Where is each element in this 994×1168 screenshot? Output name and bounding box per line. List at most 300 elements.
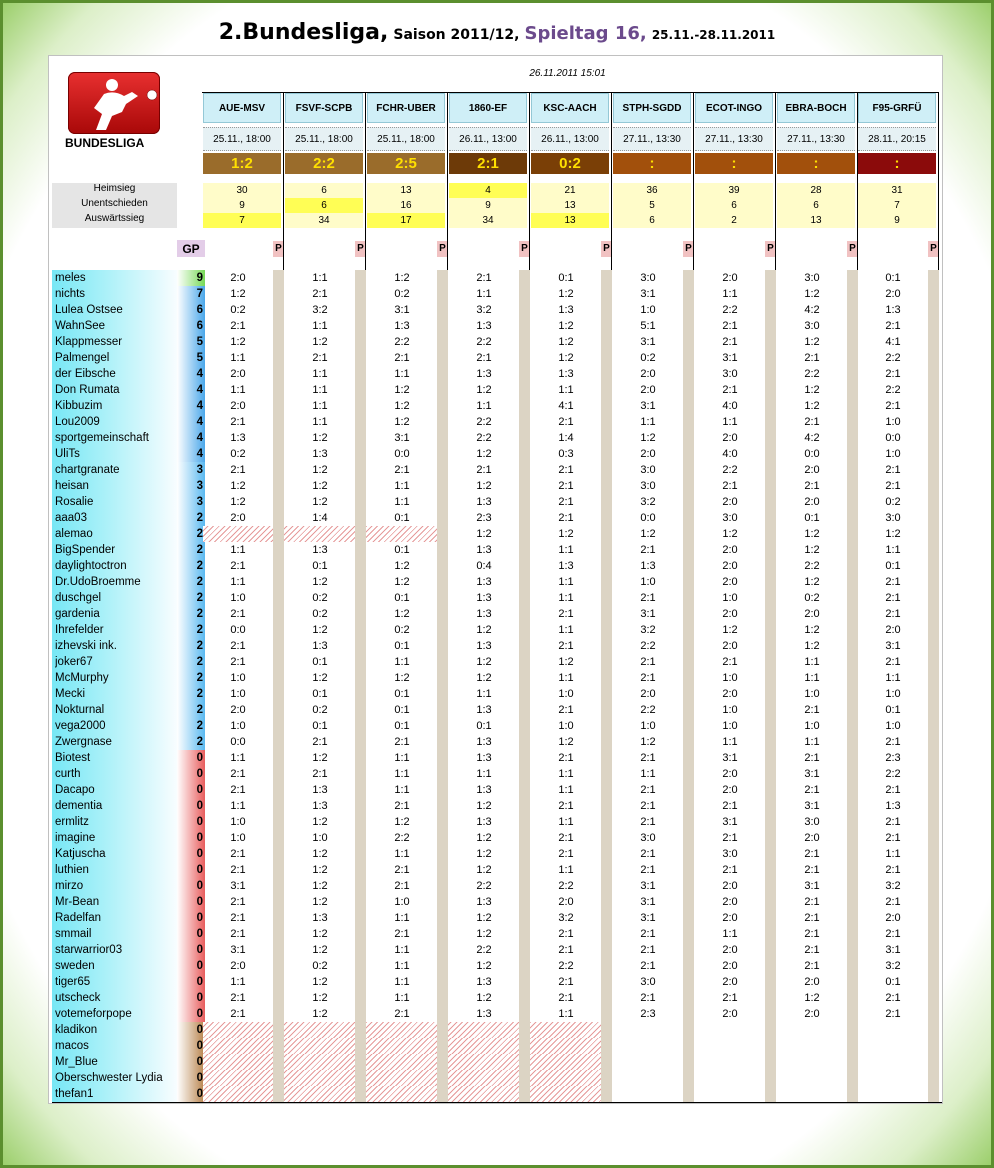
- player-name: kladikon: [55, 1024, 98, 1036]
- column-divider: [448, 92, 530, 93]
- table-row: [52, 398, 942, 414]
- player-name: izhevski ink.: [55, 640, 117, 652]
- player-tip: 3:2: [640, 496, 656, 508]
- player-tip: 2:1: [312, 736, 328, 748]
- player-tip: 1:3: [394, 320, 410, 332]
- player-tip: 2:1: [885, 576, 901, 588]
- player-name: Klappmesser: [55, 336, 123, 348]
- player-tip: 0:0: [640, 512, 656, 524]
- player-tip: 2:1: [558, 752, 574, 764]
- player-tip: 1:2: [394, 416, 410, 428]
- player-tip: 1:3: [312, 448, 328, 460]
- player-tip: 1:2: [722, 624, 738, 636]
- table-row: [52, 894, 942, 910]
- player-tip: 1:3: [640, 560, 656, 572]
- player-tip: 2:1: [885, 816, 901, 828]
- player-tip: 1:1: [558, 1008, 574, 1020]
- player-tip: 0:2: [312, 608, 328, 620]
- player-tip: 1:2: [312, 496, 328, 508]
- player-tip: 2:0: [722, 944, 738, 956]
- gp-header: GP: [177, 240, 205, 257]
- player-tip: 1:2: [558, 352, 574, 364]
- table-row: [52, 270, 942, 286]
- player-tip: 1:1: [885, 672, 901, 684]
- player-tip: 1:2: [558, 528, 574, 540]
- player-tip: 1:1: [312, 384, 328, 396]
- game-date: 26.11., 13:00: [449, 127, 527, 151]
- player-tip: 3:1: [804, 880, 820, 892]
- player-name: der Eibsche: [55, 368, 116, 380]
- player-gp: 3: [196, 496, 203, 508]
- player-tip: 1:2: [394, 400, 410, 412]
- game-date: 26.11., 13:00: [531, 127, 609, 151]
- game-stat: 34: [449, 213, 527, 228]
- points-header: P: [273, 241, 284, 257]
- player-tip: 1:2: [312, 976, 328, 988]
- player-tip: 3:0: [640, 464, 656, 476]
- player-tip: 2:1: [558, 944, 574, 956]
- player-gp: 6: [196, 304, 203, 316]
- player-tip: 1:3: [476, 896, 492, 908]
- player-tip: 1:1: [558, 784, 574, 796]
- player-tip: 1:1: [558, 672, 574, 684]
- player-tip: 2:0: [640, 448, 656, 460]
- game-stat: 9: [449, 198, 527, 213]
- table-row: [52, 942, 942, 958]
- player-tip: 1:2: [558, 336, 574, 348]
- player-tip: 1:3: [476, 592, 492, 604]
- player-tip: 1:2: [312, 864, 328, 876]
- player-tip: 1:2: [312, 432, 328, 444]
- player-tip: 0:1: [394, 512, 410, 524]
- game-header: EBRA-BOCH: [777, 93, 855, 123]
- player-tip: 1:3: [558, 304, 574, 316]
- player-tip: 2:1: [476, 352, 492, 364]
- player-gp: 7: [196, 288, 203, 300]
- player-tip: 2:1: [804, 944, 820, 956]
- player-tip: 0:2: [312, 704, 328, 716]
- player-tip: 1:1: [230, 752, 246, 764]
- player-gp: 0: [196, 784, 203, 796]
- player-tip: 2:1: [640, 544, 656, 556]
- player-name: daylightoctron: [55, 560, 127, 572]
- player-tip: 1:2: [312, 992, 328, 1004]
- player-tip: 2:1: [804, 704, 820, 716]
- player-tip: 2:1: [558, 704, 574, 716]
- game-result: 0:2: [531, 153, 609, 174]
- player-tip: 2:1: [722, 384, 738, 396]
- game-stat: 13: [367, 183, 445, 198]
- player-tip: 1:2: [312, 336, 328, 348]
- player-tip: 1:3: [312, 544, 328, 556]
- game-date: 27.11., 13:30: [695, 127, 773, 151]
- player-tip: 1:1: [394, 656, 410, 668]
- player-tip: 2:0: [722, 976, 738, 988]
- player-tip: 2:1: [804, 864, 820, 876]
- table-row: [52, 542, 942, 558]
- game-stat: 2: [695, 213, 773, 228]
- player-gp: 4: [196, 400, 203, 412]
- player-tip: 3:0: [804, 272, 820, 284]
- table-row: [52, 782, 942, 798]
- player-tip: 2:1: [230, 464, 246, 476]
- player-name: mirzo: [55, 880, 84, 892]
- player-tip: 2:0: [230, 400, 246, 412]
- player-tip: 2:0: [722, 768, 738, 780]
- player-tip: 0:1: [312, 688, 328, 700]
- player-tip: 1:0: [885, 416, 901, 428]
- player-tip: 2:1: [230, 608, 246, 620]
- player-gp: 0: [196, 864, 203, 876]
- player-name: Biotest: [55, 752, 91, 764]
- game-stat: 4: [449, 183, 527, 198]
- player-tip: 1:1: [394, 480, 410, 492]
- player-tip: 3:2: [885, 960, 901, 972]
- player-tip: 2:0: [722, 960, 738, 972]
- player-name: Kibbuzim: [55, 400, 103, 412]
- player-tip: 1:1: [804, 672, 820, 684]
- player-gp: 0: [196, 816, 203, 828]
- player-tip: 3:0: [885, 512, 901, 524]
- player-tip: 1:1: [476, 688, 492, 700]
- player-tip: 2:0: [722, 688, 738, 700]
- game-stat: 6: [285, 198, 363, 213]
- table-row: [52, 286, 942, 302]
- player-gp: 0: [196, 752, 203, 764]
- player-tip: 3:1: [885, 640, 901, 652]
- player-gp: 4: [196, 448, 203, 460]
- player-tip: 2:1: [558, 992, 574, 1004]
- player-tip: 2:1: [885, 928, 901, 940]
- player-tip: 1:2: [476, 832, 492, 844]
- player-tip: 1:1: [312, 416, 328, 428]
- table-row: [52, 766, 942, 782]
- player-tip: 2:1: [312, 288, 328, 300]
- player-gp: 4: [196, 432, 203, 444]
- player-tip: 2:0: [885, 624, 901, 636]
- stat-label: Heimsieg: [52, 183, 177, 198]
- player-name: joker67: [55, 656, 93, 668]
- player-tip: 1:2: [804, 288, 820, 300]
- player-tip: 1:1: [558, 576, 574, 588]
- player-tip: 1:2: [804, 400, 820, 412]
- player-tip: 1:2: [312, 928, 328, 940]
- player-tip: 2:1: [885, 464, 901, 476]
- game-stat: 13: [531, 198, 609, 213]
- table-row: [52, 414, 942, 430]
- player-tip: 1:2: [476, 960, 492, 972]
- player-tip: 3:1: [640, 400, 656, 412]
- player-tip: 1:3: [476, 736, 492, 748]
- player-name: sweden: [55, 960, 95, 972]
- player-tip: 1:3: [558, 368, 574, 380]
- player-tip: 1:1: [394, 960, 410, 972]
- player-tip: 2:1: [640, 800, 656, 812]
- points-strip: [437, 270, 448, 1102]
- player-gp: 5: [196, 336, 203, 348]
- player-name: alemao: [55, 528, 93, 540]
- player-tip: 1:2: [558, 320, 574, 332]
- player-tip: 2:2: [558, 880, 574, 892]
- player-tip: 0:4: [476, 560, 492, 572]
- player-tip: 0:2: [312, 592, 328, 604]
- game-date: 27.11., 13:30: [613, 127, 691, 151]
- player-tip: 1:2: [394, 816, 410, 828]
- table-row: [52, 686, 942, 702]
- player-tip: 2:1: [476, 272, 492, 284]
- player-tip: 2:0: [722, 784, 738, 796]
- player-tip: 1:2: [804, 544, 820, 556]
- player-tip: 1:0: [558, 688, 574, 700]
- player-tip: 3:0: [640, 976, 656, 988]
- points-strip: [928, 270, 939, 1102]
- player-tip: 1:2: [804, 624, 820, 636]
- table-row: [52, 734, 942, 750]
- player-gp: 0: [196, 1056, 203, 1068]
- player-gp: 2: [196, 640, 203, 652]
- player-name: Rosalie: [55, 496, 94, 508]
- player-tip: 4:1: [885, 336, 901, 348]
- player-tip: 2:0: [885, 288, 901, 300]
- player-tip: 0:0: [230, 736, 246, 748]
- player-tip: 2:1: [230, 560, 246, 572]
- player-tip: 1:3: [476, 320, 492, 332]
- game-date: 25.11., 18:00: [203, 127, 281, 151]
- player-tip: 5:1: [640, 320, 656, 332]
- player-tip: 2:0: [722, 560, 738, 572]
- player-tip: 1:2: [476, 624, 492, 636]
- player-tip: 2:0: [722, 496, 738, 508]
- player-gp: 0: [196, 976, 203, 988]
- player-tip: 1:2: [394, 672, 410, 684]
- player-tip: 2:1: [804, 960, 820, 972]
- player-tip: 1:3: [230, 432, 246, 444]
- player-tip: 2:1: [558, 496, 574, 508]
- player-tip: 2:1: [640, 944, 656, 956]
- player-tip: 1:3: [885, 304, 901, 316]
- player-tip: 2:2: [394, 832, 410, 844]
- player-gp: 0: [196, 992, 203, 1004]
- table-row: [52, 670, 942, 686]
- table-row: [52, 878, 942, 894]
- game-header: AUE-MSV: [203, 93, 281, 123]
- player-tip: 2:1: [885, 736, 901, 748]
- table-row: [52, 798, 942, 814]
- player-tip: 2:0: [804, 496, 820, 508]
- table-row: [52, 510, 942, 526]
- table-row: [52, 702, 942, 718]
- player-tip: 2:0: [722, 1008, 738, 1020]
- player-name: Mr-Bean: [55, 896, 100, 908]
- player-tip: 2:0: [804, 832, 820, 844]
- player-tip: 3:1: [230, 880, 246, 892]
- player-tip: 3:2: [312, 304, 328, 316]
- player-tip: 1:2: [394, 560, 410, 572]
- game-result: 2:5: [367, 153, 445, 174]
- player-tip: 1:1: [640, 768, 656, 780]
- player-name: Katjuscha: [55, 848, 106, 860]
- player-gp: 2: [196, 688, 203, 700]
- player-tip: 2:1: [476, 464, 492, 476]
- player-tip: 2:0: [722, 880, 738, 892]
- player-name: tiger65: [55, 976, 91, 988]
- player-tip: 1:3: [476, 496, 492, 508]
- player-tip: 1:3: [476, 544, 492, 556]
- player-tip: 3:2: [640, 624, 656, 636]
- points-strip: [847, 270, 858, 1102]
- game-stat: 6: [777, 198, 855, 213]
- player-tip: 0:1: [312, 656, 328, 668]
- player-tip: 4:1: [558, 400, 574, 412]
- player-tip: 2:0: [804, 608, 820, 620]
- player-tip: 0:1: [394, 592, 410, 604]
- player-tip: 1:2: [312, 624, 328, 636]
- player-tip: 2:1: [885, 864, 901, 876]
- table-row: [52, 574, 942, 590]
- player-tip: 1:0: [885, 720, 901, 732]
- player-name: duschgel: [55, 592, 102, 604]
- player-tip: 0:1: [312, 560, 328, 572]
- table-row: [52, 638, 942, 654]
- player-name: Dr.UdoBroemme: [55, 576, 141, 588]
- player-tip: 3:1: [804, 768, 820, 780]
- player-name: starwarrior03: [55, 944, 123, 956]
- game-stat: 6: [613, 213, 691, 228]
- player-name: Lulea Ostsee: [55, 304, 123, 316]
- player-tip: 2:1: [640, 784, 656, 796]
- player-tip: 1:2: [312, 816, 328, 828]
- points-header: P: [928, 241, 939, 257]
- player-tip: 2:1: [230, 992, 246, 1004]
- player-tip: 2:1: [558, 416, 574, 428]
- player-tip: 0:1: [312, 720, 328, 732]
- player-tip: 1:2: [312, 464, 328, 476]
- player-tip: 2:1: [722, 320, 738, 332]
- player-tip: 2:1: [230, 864, 246, 876]
- player-tip: 3:0: [640, 272, 656, 284]
- table-row: [52, 526, 942, 542]
- player-tip: 2:0: [722, 576, 738, 588]
- player-tip: 1:2: [722, 528, 738, 540]
- player-tip: 1:0: [804, 720, 820, 732]
- table-row: [52, 750, 942, 766]
- game-stat: 13: [777, 213, 855, 228]
- player-gp: 2: [196, 592, 203, 604]
- player-tip: 1:1: [476, 768, 492, 780]
- player-tip: 3:0: [722, 368, 738, 380]
- game-stat: 13: [531, 213, 609, 228]
- player-tip: 1:2: [476, 848, 492, 860]
- player-tip: 2:1: [885, 896, 901, 908]
- player-tip: 2:2: [885, 768, 901, 780]
- missing-tip-block: [203, 1038, 601, 1054]
- player-tip: 2:1: [640, 960, 656, 972]
- player-gp: 0: [196, 944, 203, 956]
- player-tip: 2:1: [640, 752, 656, 764]
- player-name: Oberschwester Lydia: [55, 1072, 163, 1084]
- player-tip: 0:1: [885, 560, 901, 572]
- player-tip: 2:1: [394, 928, 410, 940]
- player-tip: 3:1: [804, 800, 820, 812]
- player-tip: 2:2: [804, 560, 820, 572]
- table-row: [52, 382, 942, 398]
- game-date: 28.11., 20:15: [858, 127, 936, 151]
- game-result: :: [777, 153, 855, 174]
- player-tip: 1:1: [394, 848, 410, 860]
- player-name: imagine: [55, 832, 96, 844]
- player-tip: 0:2: [885, 496, 901, 508]
- table-row: [52, 958, 942, 974]
- player-tip: 2:1: [394, 864, 410, 876]
- player-tip: 1:1: [230, 384, 246, 396]
- player-tip: 2:1: [230, 416, 246, 428]
- game-header: FCHR-UBER: [367, 93, 445, 123]
- player-tip: 2:1: [230, 784, 246, 796]
- player-name: sportgemeinschaft: [55, 432, 149, 444]
- player-gp: 0: [196, 832, 203, 844]
- player-tip: 2:1: [885, 784, 901, 796]
- game-stat: 16: [367, 198, 445, 213]
- player-tip: 2:2: [640, 704, 656, 716]
- player-tip: 1:2: [640, 528, 656, 540]
- player-tip: 1:2: [312, 848, 328, 860]
- player-tip: 2:1: [722, 656, 738, 668]
- player-tip: 1:0: [885, 688, 901, 700]
- player-tip: 1:2: [394, 272, 410, 284]
- player-gp: 2: [196, 528, 203, 540]
- player-gp: 0: [196, 1024, 203, 1036]
- player-tip: 1:1: [230, 544, 246, 556]
- player-tip: 2:1: [885, 1008, 901, 1020]
- player-tip: 1:2: [558, 656, 574, 668]
- player-tip: 2:0: [722, 912, 738, 924]
- player-tip: 2:2: [722, 304, 738, 316]
- table-row: [52, 606, 942, 622]
- player-name: Lou2009: [55, 416, 100, 428]
- player-tip: 2:3: [476, 512, 492, 524]
- table-row: [52, 654, 942, 670]
- game-stat: 21: [531, 183, 609, 198]
- game-header: 1860-EF: [449, 93, 527, 123]
- player-tip: 1:2: [885, 528, 901, 540]
- player-tip: 1:1: [230, 576, 246, 588]
- table-row: [52, 974, 942, 990]
- player-name: chartgranate: [55, 464, 120, 476]
- game-stat: 30: [203, 183, 281, 198]
- game-header: STPH-SGDD: [613, 93, 691, 123]
- table-row: [52, 302, 942, 318]
- player-name: Dacapo: [55, 784, 95, 796]
- player-tip: 2:2: [722, 464, 738, 476]
- points-strip: [355, 270, 366, 1102]
- game-result: 2:1: [449, 153, 527, 174]
- player-tip: 1:2: [476, 912, 492, 924]
- player-tip: 1:3: [476, 976, 492, 988]
- player-gp: 2: [196, 544, 203, 556]
- column-divider: [284, 92, 366, 93]
- player-tip: 1:1: [312, 400, 328, 412]
- player-tip: 2:0: [722, 272, 738, 284]
- points-header: P: [765, 241, 776, 257]
- player-tip: 1:1: [722, 288, 738, 300]
- table-row: [52, 430, 942, 446]
- player-tip: 1:2: [394, 384, 410, 396]
- player-tip: 3:0: [722, 848, 738, 860]
- player-tip: 1:0: [722, 704, 738, 716]
- player-tip: 1:2: [476, 800, 492, 812]
- player-tip: 2:1: [885, 480, 901, 492]
- player-tip: 1:2: [804, 576, 820, 588]
